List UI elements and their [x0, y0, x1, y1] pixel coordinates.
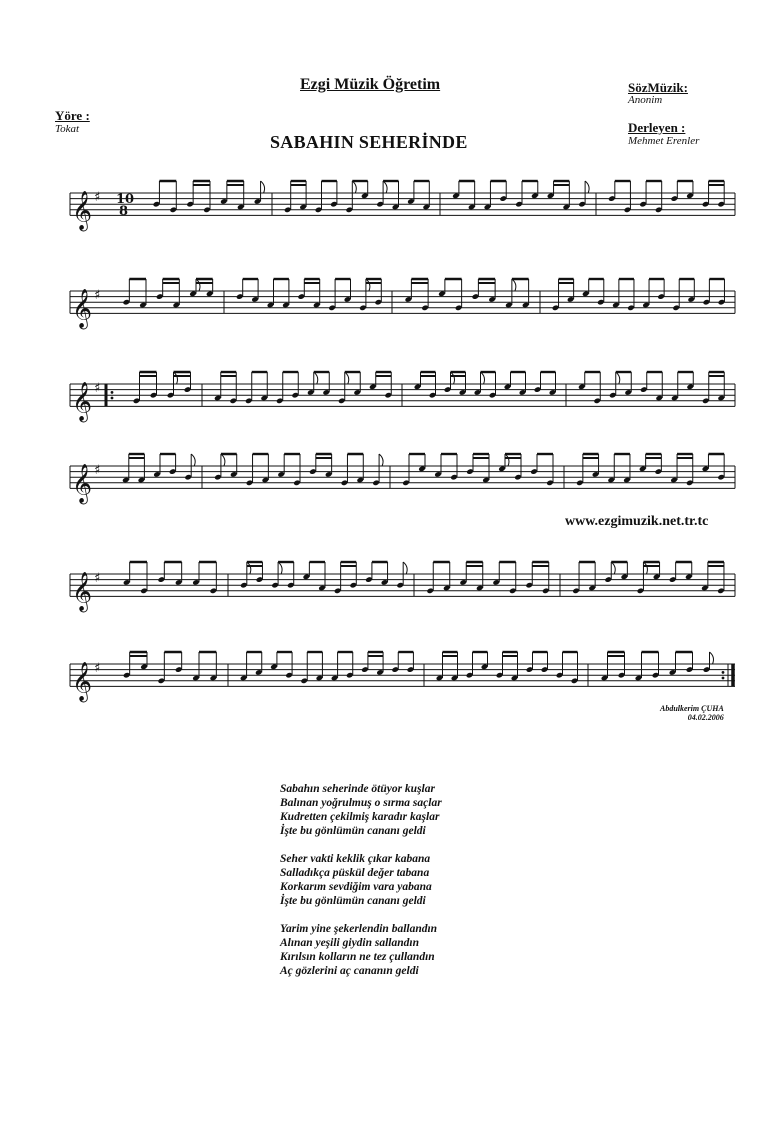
note-flag	[352, 181, 356, 193]
time-signature-bottom: 8	[119, 204, 129, 219]
note-flag	[174, 372, 178, 384]
lyrics-line: Aç gözlerini aç cananın geldi	[280, 965, 419, 977]
note-flag	[314, 372, 318, 384]
note-flag	[261, 181, 265, 193]
treble-clef-icon: 𝄞	[72, 190, 93, 231]
lyrics-line: İşte bu gönlümün cananı geldi	[280, 825, 426, 837]
lyrics-music-value: Anonim	[628, 94, 663, 106]
note-flag	[278, 562, 282, 574]
region-value: Tokat	[55, 123, 80, 135]
compiler-label: Derleyen :	[628, 120, 686, 135]
treble-clef-icon: 𝄞	[72, 381, 93, 422]
lyrics-stanza-2	[280, 852, 442, 908]
time-signature-top: 10	[116, 192, 135, 207]
note-flag	[379, 454, 383, 466]
publisher-title: Ezgi Müzik Öğretim	[300, 76, 441, 93]
lyrics-line: Kudretten çekilmiş karadır kaşlar	[280, 811, 440, 823]
website-url: www.ezgimuzik.net.tr.tc	[565, 514, 709, 529]
region-label: Yöre :	[55, 108, 90, 123]
lyrics-line: Salladıkça püskül değer tabana	[280, 867, 430, 879]
note-flag	[616, 372, 620, 384]
transcriber-signature	[660, 704, 724, 722]
note-flag	[611, 562, 615, 574]
sharp-icon: ♯	[94, 288, 101, 303]
note-flag	[196, 279, 200, 291]
note-flag	[451, 372, 455, 384]
sharp-icon: ♯	[94, 381, 101, 396]
lyrics-stanza-1	[280, 782, 442, 838]
note-flag	[710, 652, 714, 664]
lyrics-line: Alınan yeşili giydin sallandın	[280, 937, 419, 949]
lyrics-block	[280, 782, 442, 992]
note-flag	[345, 372, 349, 384]
note-flag	[247, 562, 251, 574]
note-flag	[643, 562, 647, 574]
treble-clef-icon: 𝄞	[72, 463, 93, 504]
sharp-icon: ♯	[94, 463, 101, 478]
sharp-icon: ♯	[94, 661, 101, 676]
note-flag	[366, 279, 370, 291]
treble-clef-icon: 𝄞	[72, 571, 93, 612]
note-flag	[512, 279, 516, 291]
lyrics-line: Kırılsın kolların ne tez çullandın	[280, 951, 435, 963]
repeat-dot	[722, 677, 725, 680]
note-flag	[585, 181, 589, 193]
lyrics-line: İşte bu gönlümün cananı geldi	[280, 895, 426, 907]
note-flag	[221, 454, 225, 466]
treble-clef-icon: 𝄞	[72, 661, 93, 702]
lyrics-line: Seher vakti keklik çıkar kabana	[280, 853, 431, 865]
note-flag	[505, 454, 509, 466]
lyrics-line: Sabahın seherinde ötüyor kuşlar	[280, 783, 435, 795]
repeat-dot	[111, 397, 114, 400]
repeat-dot	[111, 391, 114, 394]
note-flag	[383, 181, 387, 193]
note-flag	[481, 372, 485, 384]
lyrics-line: Balınan yoğrulmuş o sırma saçlar	[280, 797, 442, 809]
lyrics-stanza-3	[280, 922, 442, 978]
note-flag	[403, 562, 407, 574]
lyrics-line: Korkarım sevdiğim vara yabana	[280, 881, 432, 893]
song-title: SABAHIN SEHERİNDE	[270, 132, 468, 152]
lyrics-line: Yarim yine şekerlendin ballandın	[280, 923, 438, 935]
sharp-icon: ♯	[94, 571, 101, 586]
treble-clef-icon: 𝄞	[72, 288, 93, 329]
compiler-value: Mehmet Erenler	[628, 135, 700, 147]
lyrics-music-label: SözMüzik:	[628, 80, 688, 95]
repeat-dot	[722, 671, 725, 674]
sharp-icon: ♯	[94, 190, 101, 205]
signature-name: Abdulkerim ÇUHA	[660, 704, 724, 713]
note-flag	[191, 454, 195, 466]
signature-date: 04.02.2006	[687, 713, 724, 722]
